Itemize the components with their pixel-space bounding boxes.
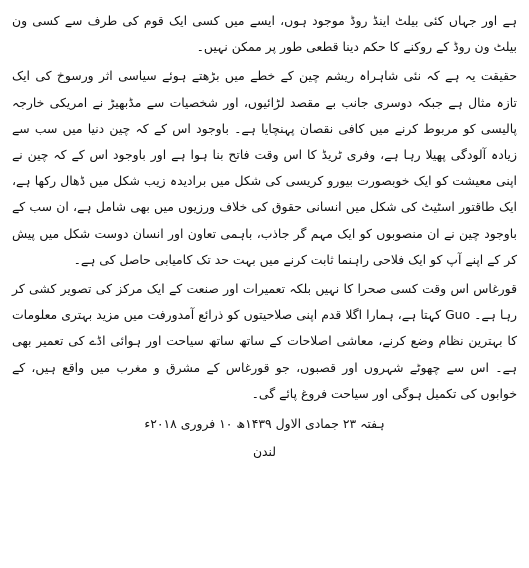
paragraph-3: قورغاس اس وقت کسی صحرا کا نہیں بلکہ تعمیرات اور صنعت کے ایک مرکز کی تصویر کشی کر رہا ہے۔ Guo کہتا ہے، ہمارا اگلا قدم اپنی صلاحیتوں کو ذرائع آمدورفت میں مزید بہتری معلومات کا بہترین نظام وضع کرنے، معاشی اصلاحات کے ساتھ ساتھ سیاحت اور ہوائی اڈے کی تعمیر بھی ہے۔ اس سے چھوٹے شہروں اور قصبوں، جو قورغاس کے مشرق و مغرب میں واقع ہیں، کے خوابوں کی تکمیل ہوگی اور سیاحت فروغ پائے گی۔: [12, 281, 517, 401]
place-name: لندن: [252, 444, 277, 460]
paragraph-1: ہے اور جہاں کئی بیلٹ اینڈ روڈ موجود ہوں، ایسے میں کسی ایک قوم کی طرف سے کسی ون بیلٹ ون روڈ کے روکنے کا حکم دینا قطعی طور پر ممکن نہیں۔: [12, 13, 517, 55]
paragraph-2: حقیقت یہ ہے کہ نئی شاہراہ ریشم چین کے خطے میں بڑھتے ہوئے سیاسی اثر ورسوخ کی ایک تازہ مثال ہے جبکہ دوسری جانب بے مقصد لڑائیوں، اور شخصیات سے مڈبھیڑ نے امریکی خارجہ پالیسی کو مربوط کرنے میں کافی نقصان پہنچایا ہے۔ باوجود اس کے کہ چین دنیا میں سب سے زیادہ آلودگی پھیلا رہا ہے، وفری ٹریڈ کا اس وقت فاتح بنا ہوا ہے اور باوجود اس کے کہ چین نے اپنی معیشت کو ایک خوبصورت بیورو کریسی کی شکل میں برادیدہ زیب شکل میں ڈھال رکھا ہے، ایک طاقتور اسٹیٹ کی شکل میں انسانی حقوق کی خلاف ورزیوں میں بھی شامل ہے، ان سب کے باوجود چین نے ان منصوبوں کو ایک مہم گر جاذب، باہمی تعاون اور انسان دوست شکل میں پیش کر کے اپنے آپ کو ایک فلاحی راہنما ثابت کرنے میں بہت حد تک کامیابی حاصل کی ہے۔: [12, 68, 517, 267]
dateline: ہفتہ ۲۳ جمادی الاول ۱۴۳۹ھ ۱۰ فروری ۲۰۱۸ء: [144, 416, 385, 432]
